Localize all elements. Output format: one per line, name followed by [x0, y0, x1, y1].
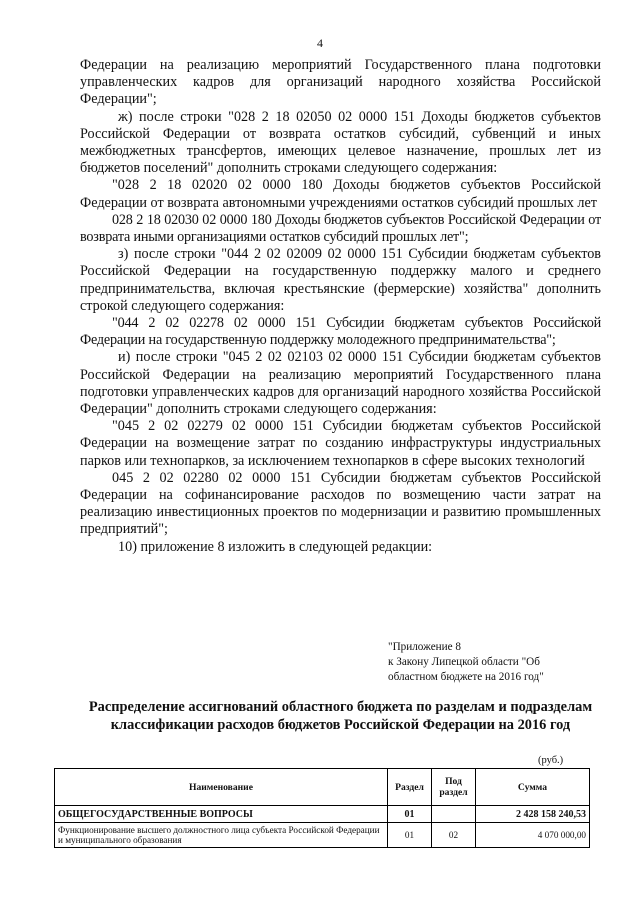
paragraph: Федерации на реализацию мероприятий Государственного плана подготовки управленческих кадров для организаций народного хозяйства Российской Федерации";: [80, 57, 601, 108]
paragraph: и) после строки "045 2 02 02103 02 0000 151 Субсидии бюджетам субъектов Российской Федерации на реализацию мероприятий Государственного плана подготовки управленческих кадров для организаций народного хозяйства Российской Федерации" дополнить строками следующего содержания:: [80, 349, 601, 418]
paragraph: ж) после строки "028 2 18 02050 02 0000 151 Доходы бюджетов субъектов Российской Федерации от возврата остатков субсидий, субвенций и иных межбюджетных трансфертов, имеющих целевое назначение, прошлых лет из бюджетов поселений" дополнить строками следующего содержания:: [80, 108, 601, 177]
paragraph: 045 2 02 02280 02 0000 151 Субсидии бюджетам субъектов Российской Федерации на софинансирование расходов по возмещению части затрат на реализацию инвестиционных проектов по модернизации и развитию промышленных предприятий";: [80, 469, 601, 538]
cell-amount: 2 428 158 240,53: [476, 806, 590, 823]
paragraph: 10) приложение 8 изложить в следующей редакции:: [118, 538, 433, 555]
paragraph: "045 2 02 02279 02 0000 151 Субсидии бюджетам субъектов Российской Федерации на возмещение затрат по созданию инфраструктуры индустриальных парков или технопарков, за исключением технопарков в сфере высоких технологий: [80, 418, 601, 469]
paragraph: "044 2 02 02278 02 0000 151 Субсидии бюджетам субъектов Российской Федерации на государственную поддержку молодежного предпринимательства";: [80, 315, 601, 349]
budget-table: [54, 768, 590, 848]
table-row: [55, 823, 590, 848]
header-amount: Сумма: [476, 769, 590, 806]
table-title: Распределение ассигнований областного бюджета по разделам и подразделам классификации расходов бюджетов Российской Федерации на 2016 год: [88, 699, 593, 733]
appendix-note-line: "Приложение 8: [388, 641, 462, 653]
cell-name: Функционирование высшего должностного лица субъекта Российской Федерации и муниципального образования: [55, 823, 388, 848]
document-body: [80, 57, 601, 556]
paragraph: 028 2 18 02030 02 0000 180 Доходы бюджетов субъектов Российской Федерации от возврата иными организациями остатков субсидий прошлых лет";: [80, 211, 601, 246]
header-name: Наименование: [55, 769, 388, 806]
table-header-row: [55, 769, 590, 806]
paragraph: "028 2 18 02020 02 0000 180 Доходы бюджетов субъектов Российской Федерации от возврата автономными учреждениями остатков субсидий прошлых лет: [80, 177, 601, 211]
cell-section: 01: [388, 806, 432, 823]
header-subsection: Под раздел: [432, 769, 476, 806]
cell-section: 01: [388, 823, 432, 848]
cell-amount: 4 070 000,00: [476, 823, 590, 848]
appendix-note-line: областном бюджете на 2016 год": [388, 670, 544, 683]
paragraph: з) после строки "044 2 02 02009 02 0000 151 Субсидии бюджетам субъектов Российской Федерации на государственную поддержку малого и среднего предпринимательства, включая крестьянские (фермерские) хозяйства" дополнить строкой следующего содержания:: [80, 246, 601, 314]
header-section: Раздел: [388, 769, 432, 806]
unit-label: (руб.): [538, 755, 564, 766]
cell-subsection: [432, 806, 476, 823]
page-number: 4: [317, 36, 323, 50]
cell-subsection: 02: [432, 823, 476, 848]
table-row: [55, 806, 590, 823]
appendix-note-line: к Закону Липецкой области "Об: [388, 655, 540, 668]
appendix-note: [388, 640, 588, 684]
cell-name: ОБЩЕГОСУДАРСТВЕННЫЕ ВОПРОСЫ: [55, 806, 388, 823]
